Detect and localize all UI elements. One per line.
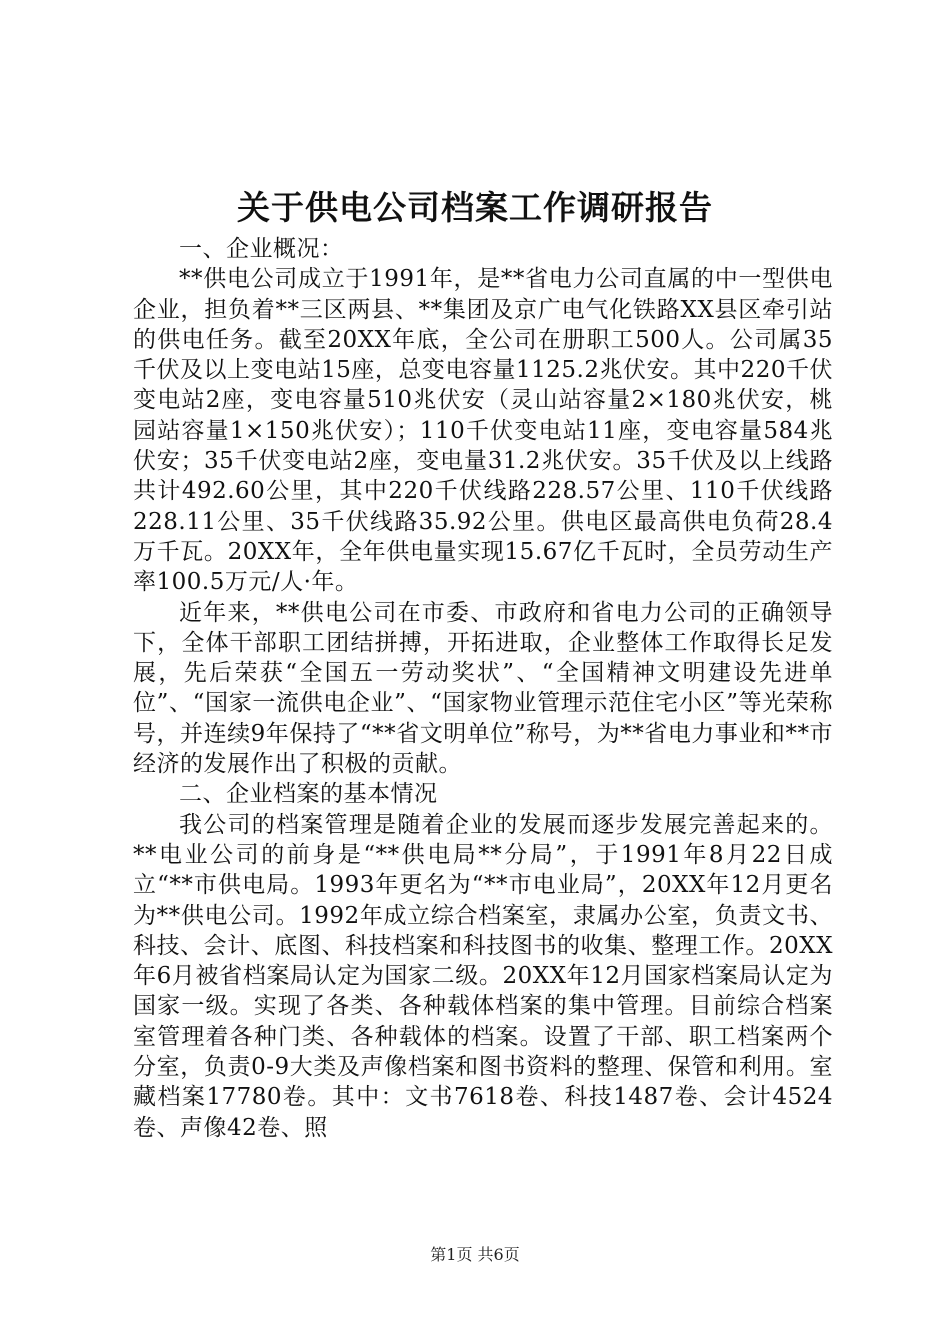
- section-heading-1: 一、企业概况：: [179, 236, 344, 262]
- document-body: [133, 234, 833, 1143]
- paragraph-archive-history: 我公司的档案管理是随着企业的发展而逐步发展完善起来的。**电业公司的前身是“**供电局**分局”，于1991年8月22日成立“**市供电局。1993年更名为“**市电业局”，20XX年12月更名为**供电公司。1992年成立综合档案室，隶属办公室，负责文书、科技、会计、底图、科技档案和科技图书的收集、整理工作。20XX年6月被省档案局认定为国家二级。20XX年12月国家档案局认定为国家一级。实现了各类、各种载体档案的集中管理。目前综合档案室管理着各种门类、各种载体的档案。设置了干部、职工档案两个分室，负责0-9大类及声像档案和图书资料的整理、保管和利用。室藏档案17780卷。其中：文书7618卷、科技1487卷、会计4524卷、声像42卷、照: [133, 811, 833, 1141]
- paragraph-achievements: 近年来，**供电公司在市委、市政府和省电力公司的正确领导下，全体干部职工团结拼搏，开拓进取，企业整体工作取得长足发展，先后荣获“全国五一劳动奖状”、“全国精神文明建设先进单位”、“国家一流供电企业”、“国家物业管理示范住宅小区”等光荣称号，并连续9年保持了“**省文明单位”称号，为**省电力事业和**市经济的发展作出了积极的贡献。: [133, 599, 833, 778]
- document-title: 关于供电公司档案工作调研报告: [237, 188, 713, 227]
- paragraph-company-overview: **供电公司成立于1991年，是**省电力公司直属的中一型供电企业，担负着**三区两县、**集团及京广电气化铁路XX县区牵引站的供电任务。截至20XX年底，全公司在册职工500人。公司属35千伏及以上变电站15座，总变电容量1125.2兆伏安。其中220千伏变电站2座，变电容量510兆伏安（灵山站容量2×180兆伏安，桃园站容量1×150兆伏安）；110千伏变电站11座，变电容量584兆伏安；35千伏变电站2座，变电量31.2兆伏安。35千伏及以上线路共计492.60公里，其中220千伏线路228.57公里、110千伏线路228.11公里、35千伏线路35.92公里。供电区最高供电负荷28.4万千瓦。20XX年，全年供电量实现15.67亿千瓦时，全员劳动生产率100.5万元/人·年。: [133, 266, 833, 596]
- page-footer: 第1页 共6页: [430, 1245, 520, 1264]
- section-heading-2: 二、企业档案的基本情况: [179, 781, 438, 808]
